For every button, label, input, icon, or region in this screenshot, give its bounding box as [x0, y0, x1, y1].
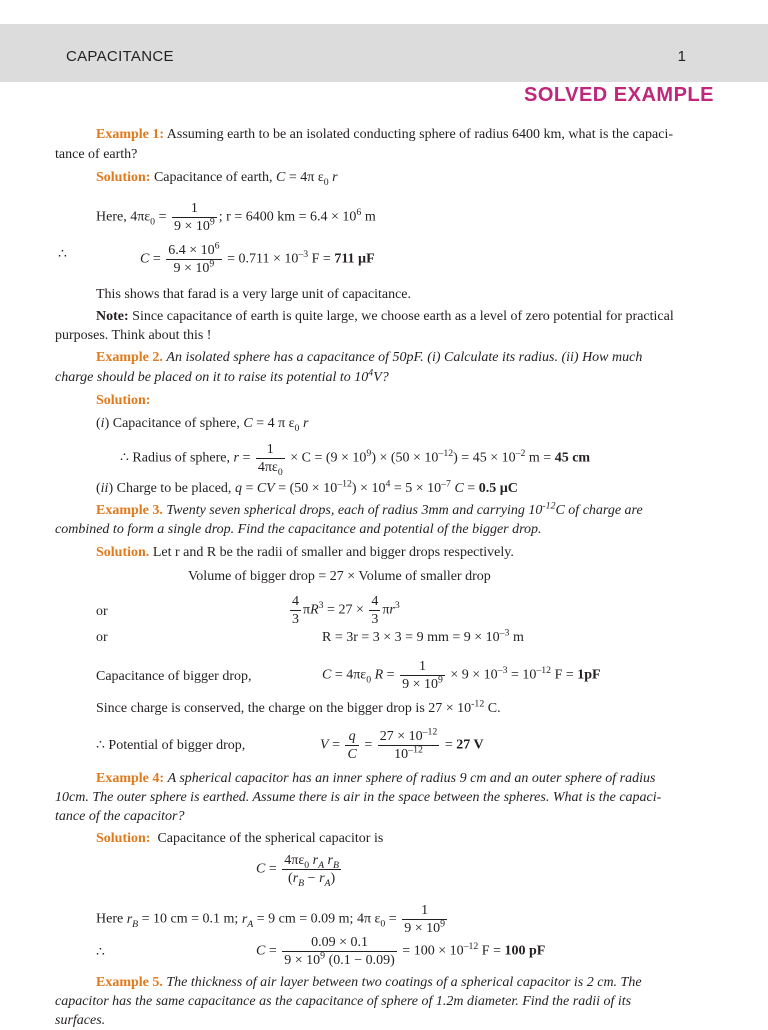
example-5-question-line1: Example 5. The thickness of air layer between two coatings of a spherical capacitor is 2 cm. The	[96, 975, 642, 990]
example-3-volume: Volume of bigger drop = 27 × Volume of smaller drop	[188, 569, 491, 584]
example-4-solution: Solution: Capacitance of the spherical capacitor is	[96, 831, 384, 846]
example-3-radius: R = 3r = 3 × 3 = 9 mm = $9 \times 10^{-3}$ m	[322, 627, 524, 645]
fraction: $\frac{q}{C}$	[347, 729, 357, 762]
example-1-capacitance-result: C = $\frac{6.4 \times 10^6}{9 \times 10^9}$ = $0.711 \times 10^{-3}$ F = 711 µF	[140, 240, 375, 276]
example-3-potential-label: ∴ Potential of bigger drop,	[96, 738, 246, 753]
example-4-question-line3: tance of the capacitor?	[55, 809, 185, 824]
example-1-note-farad: This shows that farad is a very large unit of capacitance.	[96, 287, 412, 302]
fraction: $\frac{1}{4\pi\varepsilon_0}$	[257, 442, 283, 478]
chapter-title: CAPACITANCE	[66, 48, 174, 65]
example-4-question-line2: 10cm. The outer sphere is earthed. Assume there is air in the space between the spheres. What is the capaci-	[55, 790, 662, 805]
example-3-potential-equation: V = $\frac{q}{C}$ = $\frac{27 \times 10^{-12}}{10^{-12}}$ = 27 V	[320, 726, 484, 762]
example-4-result: C = $\frac{0.09 \times 0.1}{9 \times 10^9 (0.1 - 0.09)}$ = $100 \times 10^{-12}$ F = 100 pF	[256, 935, 546, 968]
fraction: $\frac{1}{9 \times 10^9}$	[173, 201, 215, 234]
example-3-question-line2: combined to form a single drop. Find the capacitance and potential of the bigger drop.	[55, 522, 542, 537]
example-1-solution: Solution: Capacitance of earth, C = 4π $\varepsilon_0$ r	[96, 170, 338, 188]
example-5-question-line3: surfaces.	[55, 1013, 106, 1028]
example-1-question-line2: tance of earth?	[55, 147, 138, 162]
page-header	[0, 24, 768, 82]
section-title: SOLVED EXAMPLE	[524, 84, 714, 106]
example-3-cap-equation: $C = 4\pi\varepsilon_0$ R = $\frac{1}{9 \times 10^9}$ × $9 \times 10^{-3} = 10^{-12}$ F = 1pF	[322, 659, 601, 692]
example-4-formula: C = $\frac{4\pi\varepsilon_0 r_A r_B}{(r_B - r_A)}$	[256, 853, 339, 889]
fraction: $\frac{27 \times 10^{-12}}{10^{-12}}$	[379, 726, 438, 762]
example-2-radius: ∴ Radius of sphere, r = $\frac{1}{4\pi\varepsilon_0}$ × $C = (9 \times 10^9) \times (50 \times 10^{-12}) = 45 \times 10^{-2}$ m = 45 cm	[120, 442, 591, 478]
top-margin	[0, 0, 768, 24]
example-1-note-line2: purposes. Think about this !	[55, 328, 212, 343]
example-2-question-line2: charge should be placed on it to raise its potential to $10^4V$?	[55, 367, 389, 385]
example-4-question-line1: Example 4: A spherical capacitor has an inner sphere of radius 9 cm and an outer sphere of radius	[96, 771, 656, 786]
example-5-label: Example 5.	[96, 975, 163, 990]
example-3-label: Example 3.	[96, 503, 163, 518]
example-2-label: Example 2.	[96, 350, 163, 365]
fraction: $\frac{0.09 \times 0.1}{9 \times 10^9 (0.1 - 0.09)}$	[284, 935, 395, 968]
fraction: $\frac{4\pi\varepsilon_0 r_A r_B}{(r_B - r_A)}$	[284, 853, 339, 889]
fraction: $\frac{1}{9 \times 10^9}$	[402, 659, 443, 692]
example-1-question-line1: Example 1: Assuming earth to be an isolated conducting sphere of radius 6400 km, what is the capaci-	[96, 127, 673, 142]
or-label: or	[96, 604, 108, 619]
therefore-symbol: ∴	[96, 945, 105, 960]
example-1-note: Note: Since capacitance of earth is quite large, we choose earth as a level of zero potential for practical	[96, 309, 674, 324]
fraction: $\frac{4}{3}$	[292, 594, 299, 627]
example-4-given: Here $r_B = 10$ cm = 0.1 m; $r_A = 9$ cm = 0.09 m; 4π $\varepsilon_0$ = $\frac{1}{9 \times 10^9}$	[96, 903, 446, 936]
example-1-label: Example 1:	[96, 127, 165, 142]
example-3-volume-equation: $\frac{4}{3}$ $\pi R^3 = 27$ × $\frac{4}{3}$ $\pi r^3$	[292, 594, 400, 627]
example-1-here-equation: Here, $4\pi\varepsilon_0$ = $\frac{1}{9 \times 10^9}$ ; r = 6400 km = $6.4 \times 10^6$ m	[96, 201, 376, 234]
example-2-part2: (ii) Charge to be placed, q = CV = $(50 \times 10^{-12}) \times 10^4 = 5 \times 10^{-7}$ C = 0.5 µC	[96, 478, 518, 496]
example-5-question-line2: capacitor has the same capacitance as the capacitance of sphere of 1.2m diameter. Find the radii of its	[55, 994, 632, 1009]
example-2-part1: (i) Capacitance of sphere, C = 4 π $\varepsilon_0$ r	[96, 416, 309, 434]
therefore-symbol: ∴	[58, 247, 67, 262]
example-3-cap-label: Capacitance of bigger drop,	[96, 669, 252, 684]
page-number: 1	[677, 48, 686, 65]
example-2-solution-label: Solution:	[96, 393, 151, 408]
solution-label: Solution:	[96, 170, 151, 185]
or-label: or	[96, 630, 108, 645]
example-3-question-line1: Example 3. Twenty seven spherical drops, each of radius 3mm and carrying $10^{-12}C$ of charge are	[96, 500, 643, 518]
example-3-solution: Solution. Let r and R be the radii of smaller and bigger drops respectively.	[96, 545, 514, 560]
example-3-charge: Since charge is conserved, the charge on the bigger drop is $27 \times 10^{-12}$ C.	[96, 698, 501, 716]
example-2-question-line1: Example 2. An isolated sphere has a capacitance of 50pF. (i) Calculate its radius. (ii) How much	[96, 350, 643, 365]
fraction: $\frac{6.4 \times 10^6}{9 \times 10^9}$	[168, 240, 220, 276]
fraction: $\frac{1}{9 \times 10^9}$	[404, 903, 446, 936]
example-4-label: Example 4:	[96, 771, 165, 786]
fraction: $\frac{4}{3}$	[371, 594, 379, 627]
